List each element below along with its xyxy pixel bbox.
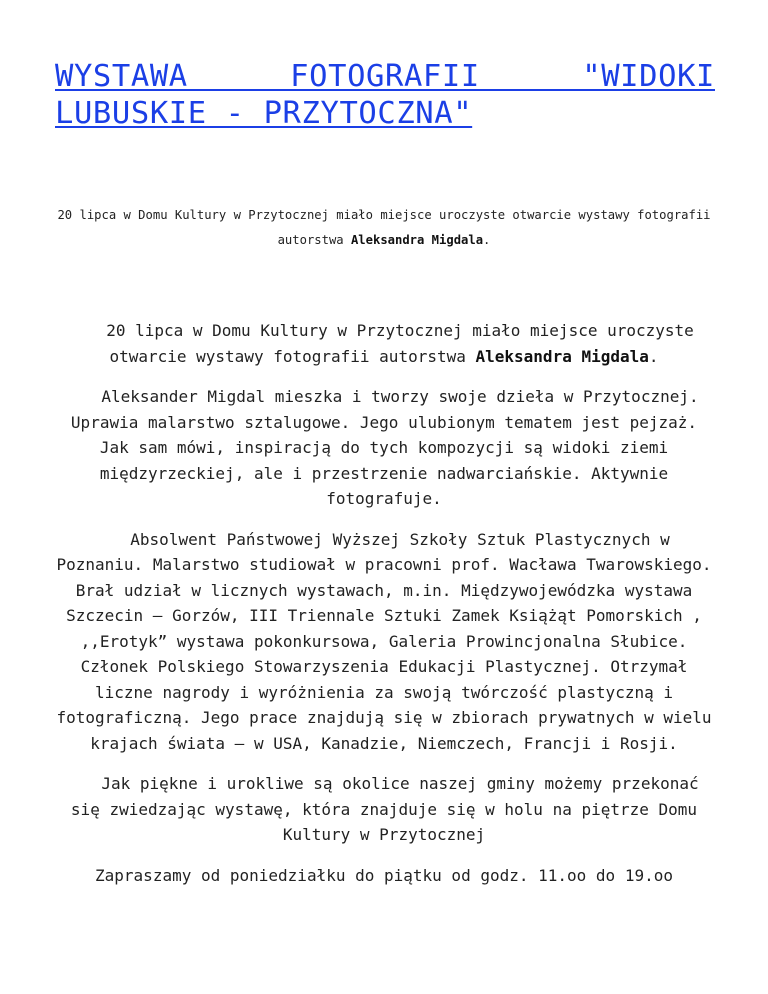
opening-author-name: Aleksandra Migdala (475, 346, 649, 366)
paragraph-artist-intro: Aleksander Migdal mieszka i tworzy swoje dzieła w Przytocznej. Uprawia malarstwo sztalugowe. Jego ulubionym tematem jest pejzaż. Jak sam mówi, inspiracją do tych kompozycji są widoki ziemi międzyrzeckiej, ale i przestrzenie nadwarciańskie. Aktywnie fotografuje. (70, 387, 699, 508)
article-title-link[interactable]: WYSTAWA FOTOGRAFII "WIDOKI LUBUSKIE - PRZYTOCZNA" (55, 59, 715, 131)
paragraph-opening-hours: Zapraszamy od poniedziałku do piątku od godz. 11.oo do 19.oo (95, 865, 673, 885)
article-excerpt (50, 203, 718, 253)
paragraph-artist-biography: Absolwent Państwowej Wyższej Szkoły Sztuk Plastycznych w Poznaniu. Malarstwo studiował w pracowni prof. Wacława Twarowskiego. Brał udział w licznych wystawach, m.in. Międzywojewódzka wystawa Szczecin – Gorzów, III Triennale Sztuki Zamek Książąt Pomorskich , ,,Erotyk” wystawa pokonkursowa, Galeria Prowincjonalna Słubice. Członek Polskiego Stowarzyszenia Edukacji Plastycznej. Otrzymał liczne nagrody i wyróżnienia za swoją twórczość plastyczną i fotograficzną. Jego prace znajdują się w zbiorach prywatnych w wielu krajach świata – w USA, Kanadzie, Niemczech, Francji i Rosji. (56, 529, 712, 753)
paragraph-opening (52, 318, 716, 369)
excerpt-period: . (483, 233, 491, 247)
article-title (55, 58, 715, 132)
opening-text: 20 lipca w Domu Kultury w Przytocznej miało miejsce uroczyste otwarcie wystawy fotografii autorstwa (106, 321, 694, 366)
article-body (52, 318, 716, 903)
excerpt-author-name: Aleksandra Migdala (350, 233, 484, 247)
paragraph-exhibition-location: Jak piękne i urokliwe są okolice naszej gminy możemy przekonać się zwiedzając wystawę, która znajduje się w holu na piętrze Domu Kultury w Przytocznej (70, 774, 699, 844)
excerpt-text: 20 lipca w Domu Kultury w Przytocznej miało miejsce uroczyste otwarcie wystawy fotografii autorstwa (57, 208, 711, 247)
opening-period: . (648, 346, 659, 366)
